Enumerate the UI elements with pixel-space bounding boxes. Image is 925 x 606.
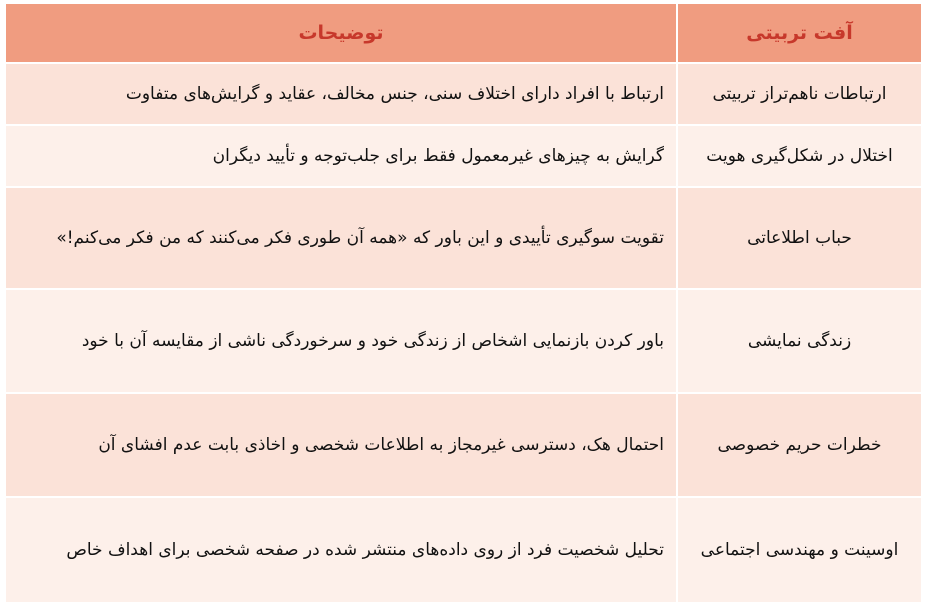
table-row (5, 125, 922, 187)
harm-description: تحلیل شخصیت فرد از روی داده‌های منتشر شده در صفحه شخصی برای اهداف خاص (5, 497, 677, 603)
harm-description: احتمال هک، دسترسی غیرمجاز به اطلاعات شخصی و اخاذی بابت عدم افشای آن (5, 393, 677, 497)
table-row (5, 497, 922, 603)
header-description: توضیحات (5, 3, 677, 63)
table-row (5, 289, 922, 393)
table-row (5, 187, 922, 289)
harm-name: ارتباطات ناهم‌تراز تربیتی (677, 63, 922, 125)
educational-harms-table (4, 2, 923, 604)
table-row (5, 393, 922, 497)
harm-description: تقویت سوگیری تأییدی و این باور که «همه آن طوری فکر می‌کنند که من فکر می‌کنم!» (5, 187, 677, 289)
harm-name: اوسینت و مهندسی اجتماعی (677, 497, 922, 603)
table-body (5, 63, 922, 603)
harm-description: ارتباط با افراد دارای اختلاف سنی، جنس مخالف، عقاید و گرایش‌های متفاوت (5, 63, 677, 125)
header-row (5, 3, 922, 63)
harm-name: اختلال در شکل‌گیری هویت (677, 125, 922, 187)
harm-description: گرایش به چیزهای غیرمعمول فقط برای جلب‌توجه و تأیید دیگران (5, 125, 677, 187)
harm-description: باور کردن بازنمایی اشخاص از زندگی خود و سرخوردگی ناشی از مقایسه آن با خود (5, 289, 677, 393)
header-harm: آفت تربیتی (677, 3, 922, 63)
harm-name: خطرات حریم خصوصی (677, 393, 922, 497)
table-header (5, 3, 922, 63)
harm-name: حباب اطلاعاتی (677, 187, 922, 289)
table-row (5, 63, 922, 125)
harm-name: زندگی نمایشی (677, 289, 922, 393)
